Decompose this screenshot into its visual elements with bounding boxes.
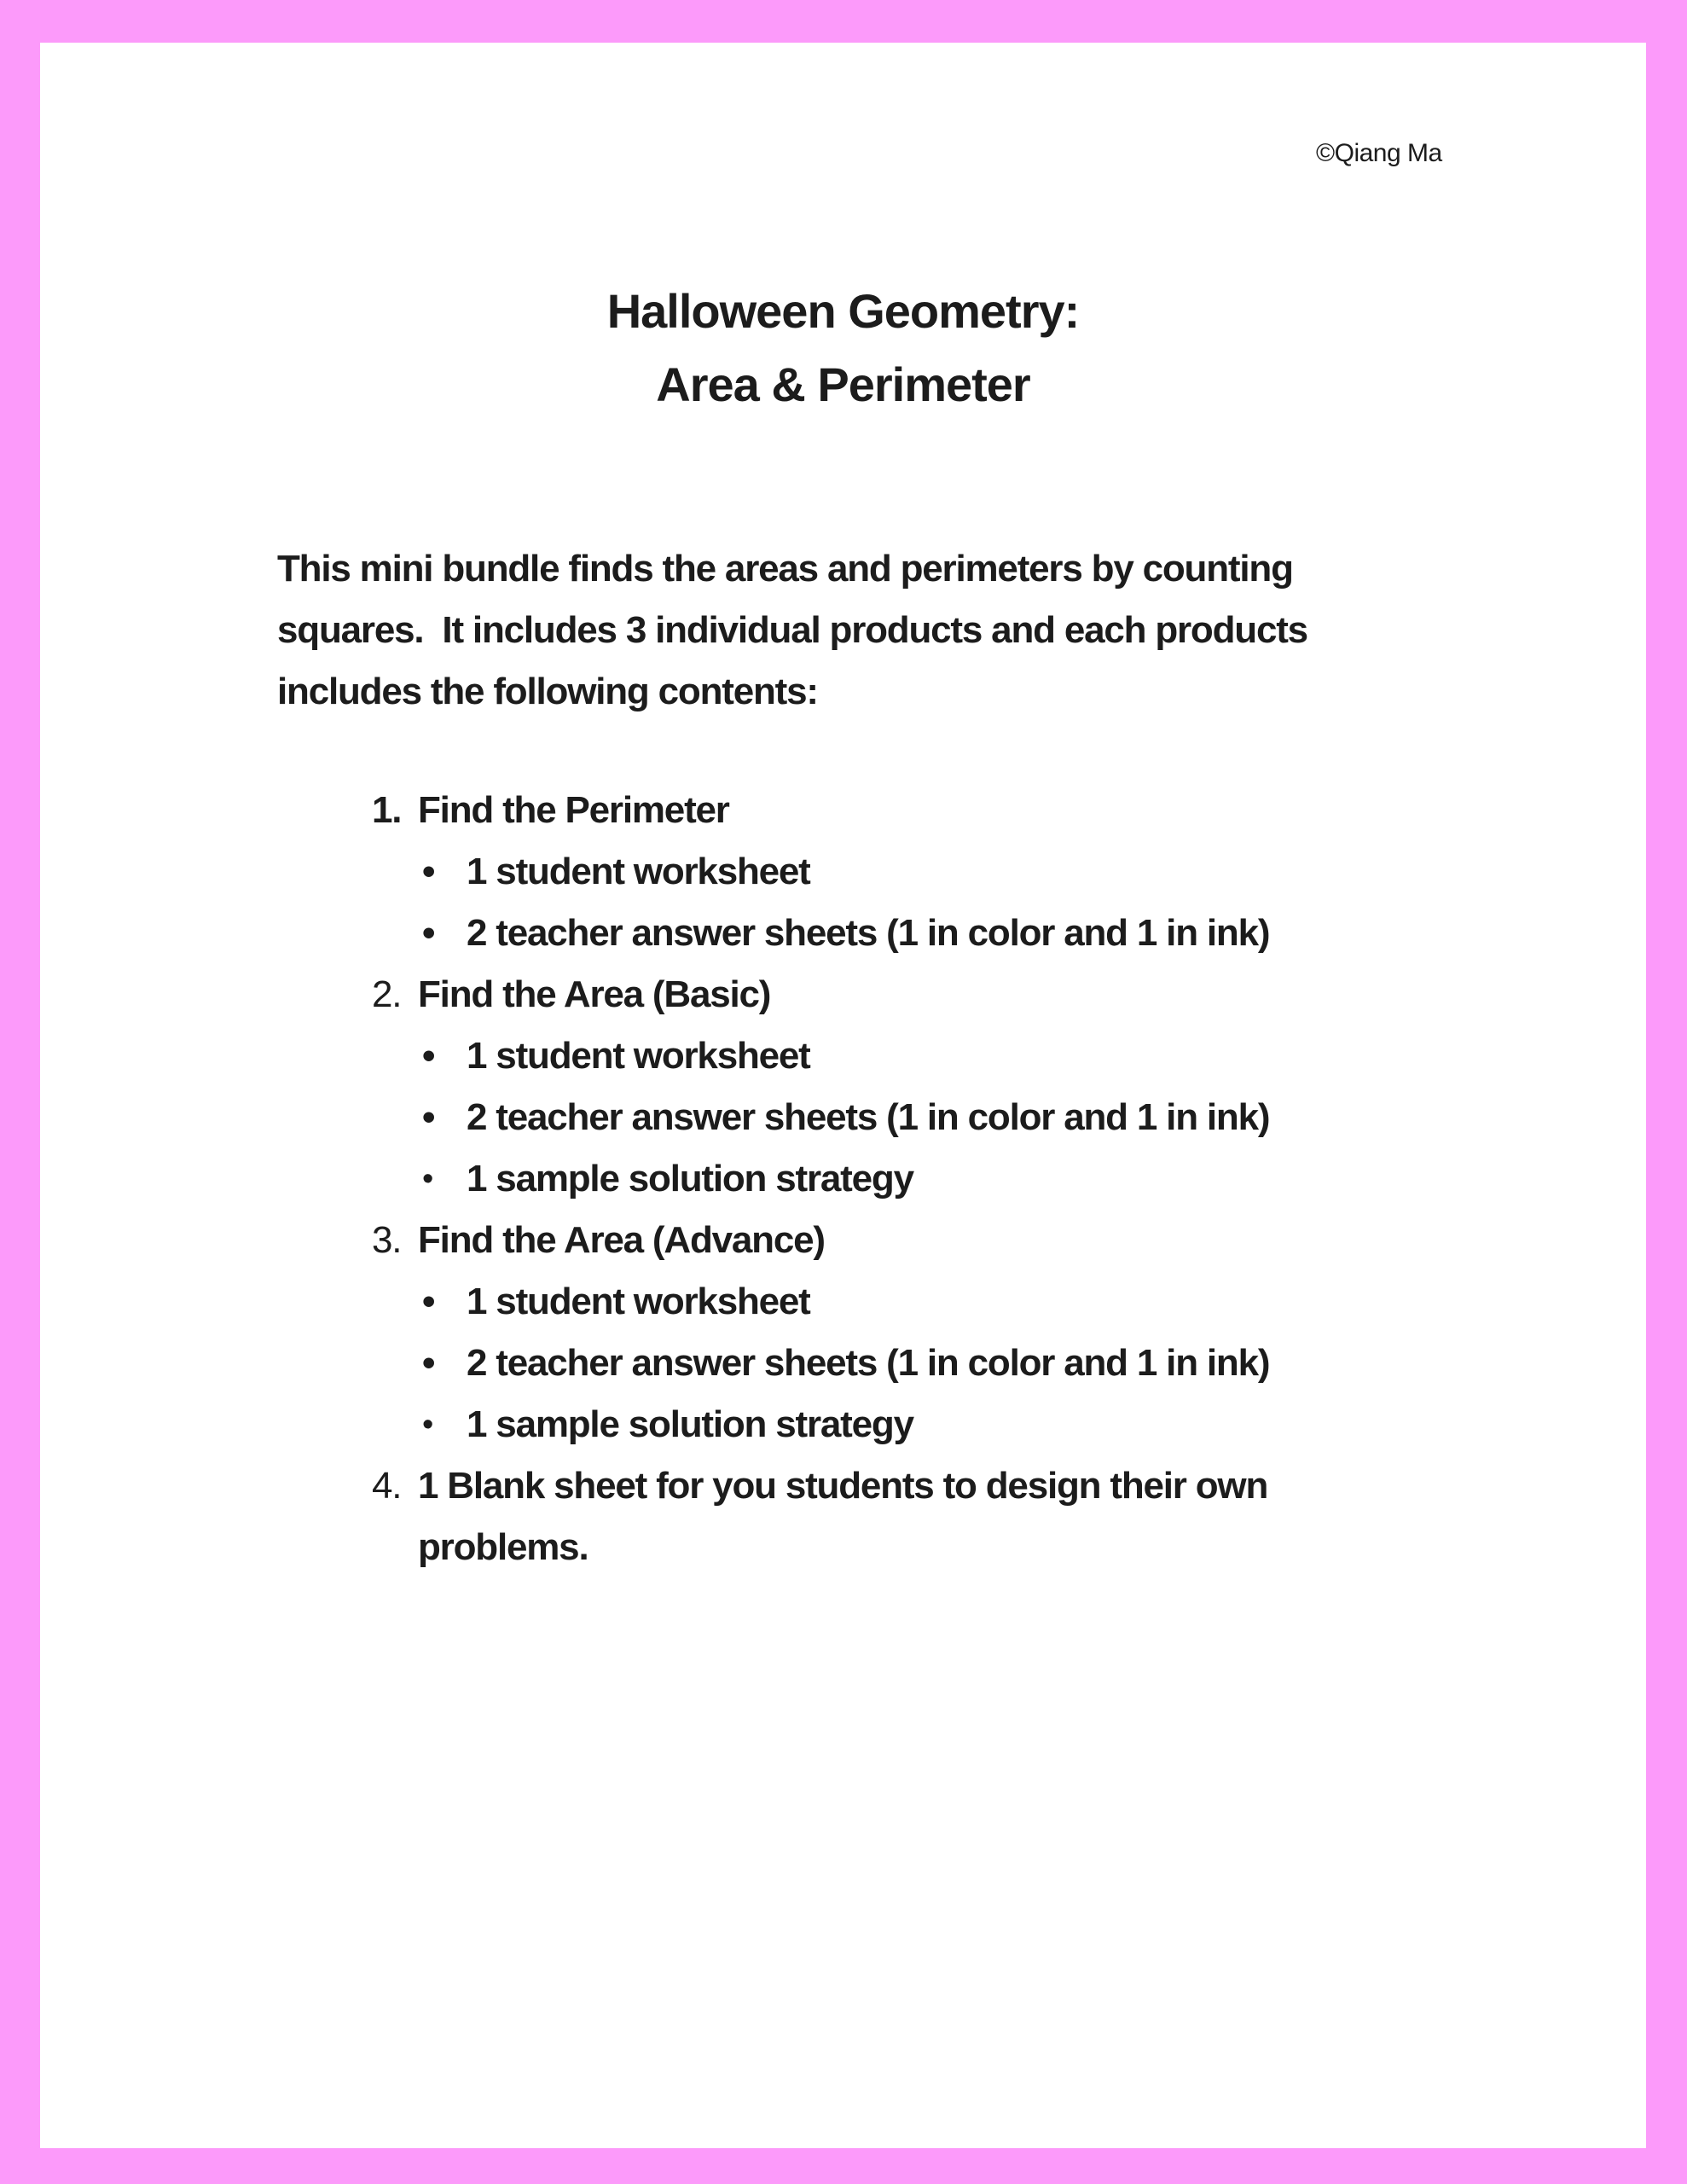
bullet-text: 1 student worksheet xyxy=(467,1281,810,1322)
list-item-3-title: Find the Area (Advance) xyxy=(418,1219,825,1261)
contents-list xyxy=(372,780,1269,1578)
bullet-text: 2 teacher answer sheets (1 in color and 1 in ink) xyxy=(467,1096,1270,1138)
intro-line-1: This mini bundle finds the areas and perimeters by counting xyxy=(277,548,1293,590)
list-item-4-title-line-1: 1 Blank sheet for you students to design their own xyxy=(418,1465,1268,1507)
title-line-1: Halloween Geometry: xyxy=(606,284,1080,338)
document-title xyxy=(40,275,1646,421)
bullet-icon: • xyxy=(422,1035,435,1077)
list-item-2 xyxy=(372,964,1269,1025)
bullet-icon: • xyxy=(422,1281,435,1322)
list-item-1-bullet-2 xyxy=(372,903,1269,964)
copyright-text: ©Qiang Ma xyxy=(1316,139,1442,167)
list-item-2-bullet-3 xyxy=(372,1148,1269,1210)
list-item-2-bullet-2 xyxy=(372,1087,1269,1148)
bullet-icon: • xyxy=(422,851,435,892)
bullet-text: 2 teacher answer sheets (1 in color and 1 in ink) xyxy=(467,1342,1270,1384)
list-item-2-number: 2. xyxy=(372,973,402,1015)
list-item-2-title: Find the Area (Basic) xyxy=(418,973,771,1015)
bullet-text: 1 student worksheet xyxy=(467,1035,810,1077)
list-item-2-bullet-1 xyxy=(372,1025,1269,1087)
list-item-4-number: 4. xyxy=(372,1465,402,1507)
list-item-1-number: 1. xyxy=(372,789,402,831)
intro-paragraph xyxy=(277,538,1307,723)
bullet-text: 1 student worksheet xyxy=(467,851,810,892)
title-line-2: Area & Perimeter xyxy=(656,357,1030,411)
intro-line-2: squares. It includes 3 individual products and each products xyxy=(277,609,1307,651)
list-item-3-bullet-2 xyxy=(372,1333,1269,1394)
bullet-icon: • xyxy=(422,912,435,954)
bullet-text: 2 teacher answer sheets (1 in color and 1 in ink) xyxy=(467,912,1270,954)
list-item-3 xyxy=(372,1210,1269,1271)
bullet-icon: • xyxy=(422,1096,435,1138)
bullet-icon: • xyxy=(422,1407,433,1443)
document-page xyxy=(40,43,1646,2148)
bullet-icon: • xyxy=(422,1161,433,1197)
bullet-text: 1 sample solution strategy xyxy=(467,1403,913,1445)
bullet-icon: • xyxy=(422,1342,435,1384)
bullet-text: 1 sample solution strategy xyxy=(467,1158,913,1199)
list-item-1-bullet-1 xyxy=(372,841,1269,903)
list-item-3-bullet-3 xyxy=(372,1394,1269,1455)
list-item-3-bullet-1 xyxy=(372,1271,1269,1333)
list-item-4-title-line-2: problems. xyxy=(418,1526,588,1568)
list-item-1-title: Find the Perimeter xyxy=(418,789,729,831)
intro-line-3: includes the following contents: xyxy=(277,671,818,712)
list-item-3-number: 3. xyxy=(372,1219,402,1261)
list-item-1 xyxy=(372,780,1269,841)
list-item-4 xyxy=(372,1455,1269,1517)
